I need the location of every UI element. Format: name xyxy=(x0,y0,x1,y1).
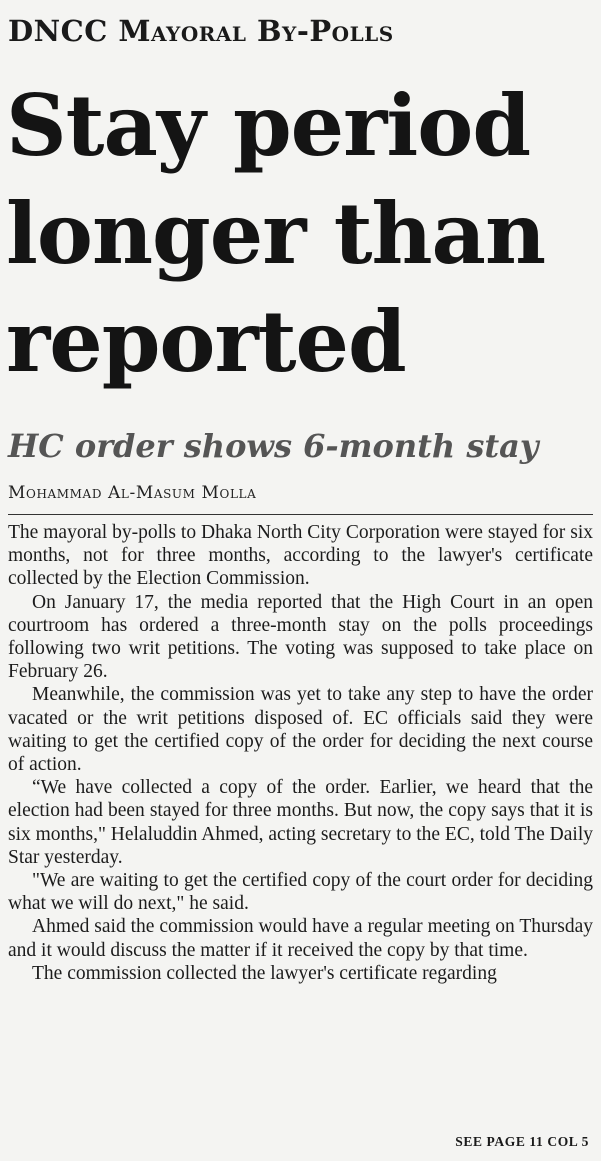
paragraph: On January 17, the media reported that the High Court in an open courtroom has ordered a three-month stay on the polls proceedings following two writ petitions. The voting was supposed to take place on February 26. xyxy=(8,591,593,683)
subheadline: HC order shows 6-month stay xyxy=(8,427,539,465)
headline-line: longer than xyxy=(6,184,546,283)
kicker: DNCC Mayoral By-Polls xyxy=(8,14,394,48)
paragraph: Meanwhile, the commission was yet to take any step to have the order vacated or the writ petitions disposed of. EC officials said they were waiting to get the certified copy of the order for deciding the next course of action. xyxy=(8,684,593,776)
byline: Mohammad Al-Masum Molla xyxy=(8,483,257,503)
paragraph: The commission collected the lawyer's certificate regarding xyxy=(32,962,497,984)
headline-line: Stay period xyxy=(6,76,531,175)
headline-line: reported xyxy=(6,292,406,391)
divider xyxy=(8,514,593,515)
paragraph: Ahmed said the commission would have a regular meeting on Thursday and it would discuss the matter if it received the copy by that time. xyxy=(8,916,593,961)
paragraph: The mayoral by-polls to Dhaka North City Corporation were stayed for six months, not for three months, according to the lawyer's certificate collected by the Election Commission. xyxy=(8,522,593,590)
article-body xyxy=(8,521,593,985)
headline xyxy=(6,72,596,396)
paragraph: "We are waiting to get the certified copy of the court order for deciding what we will do next," he said. xyxy=(8,870,593,915)
continuation-jump: SEE PAGE 11 COL 5 xyxy=(455,1134,589,1149)
paragraph: “We have collected a copy of the order. Earlier, we heard that the election had been stayed for three months. But now, the copy says that it is six months," Helaluddin Ahmed, acting secretary to the EC, told The Daily Star yesterday. xyxy=(8,777,593,868)
